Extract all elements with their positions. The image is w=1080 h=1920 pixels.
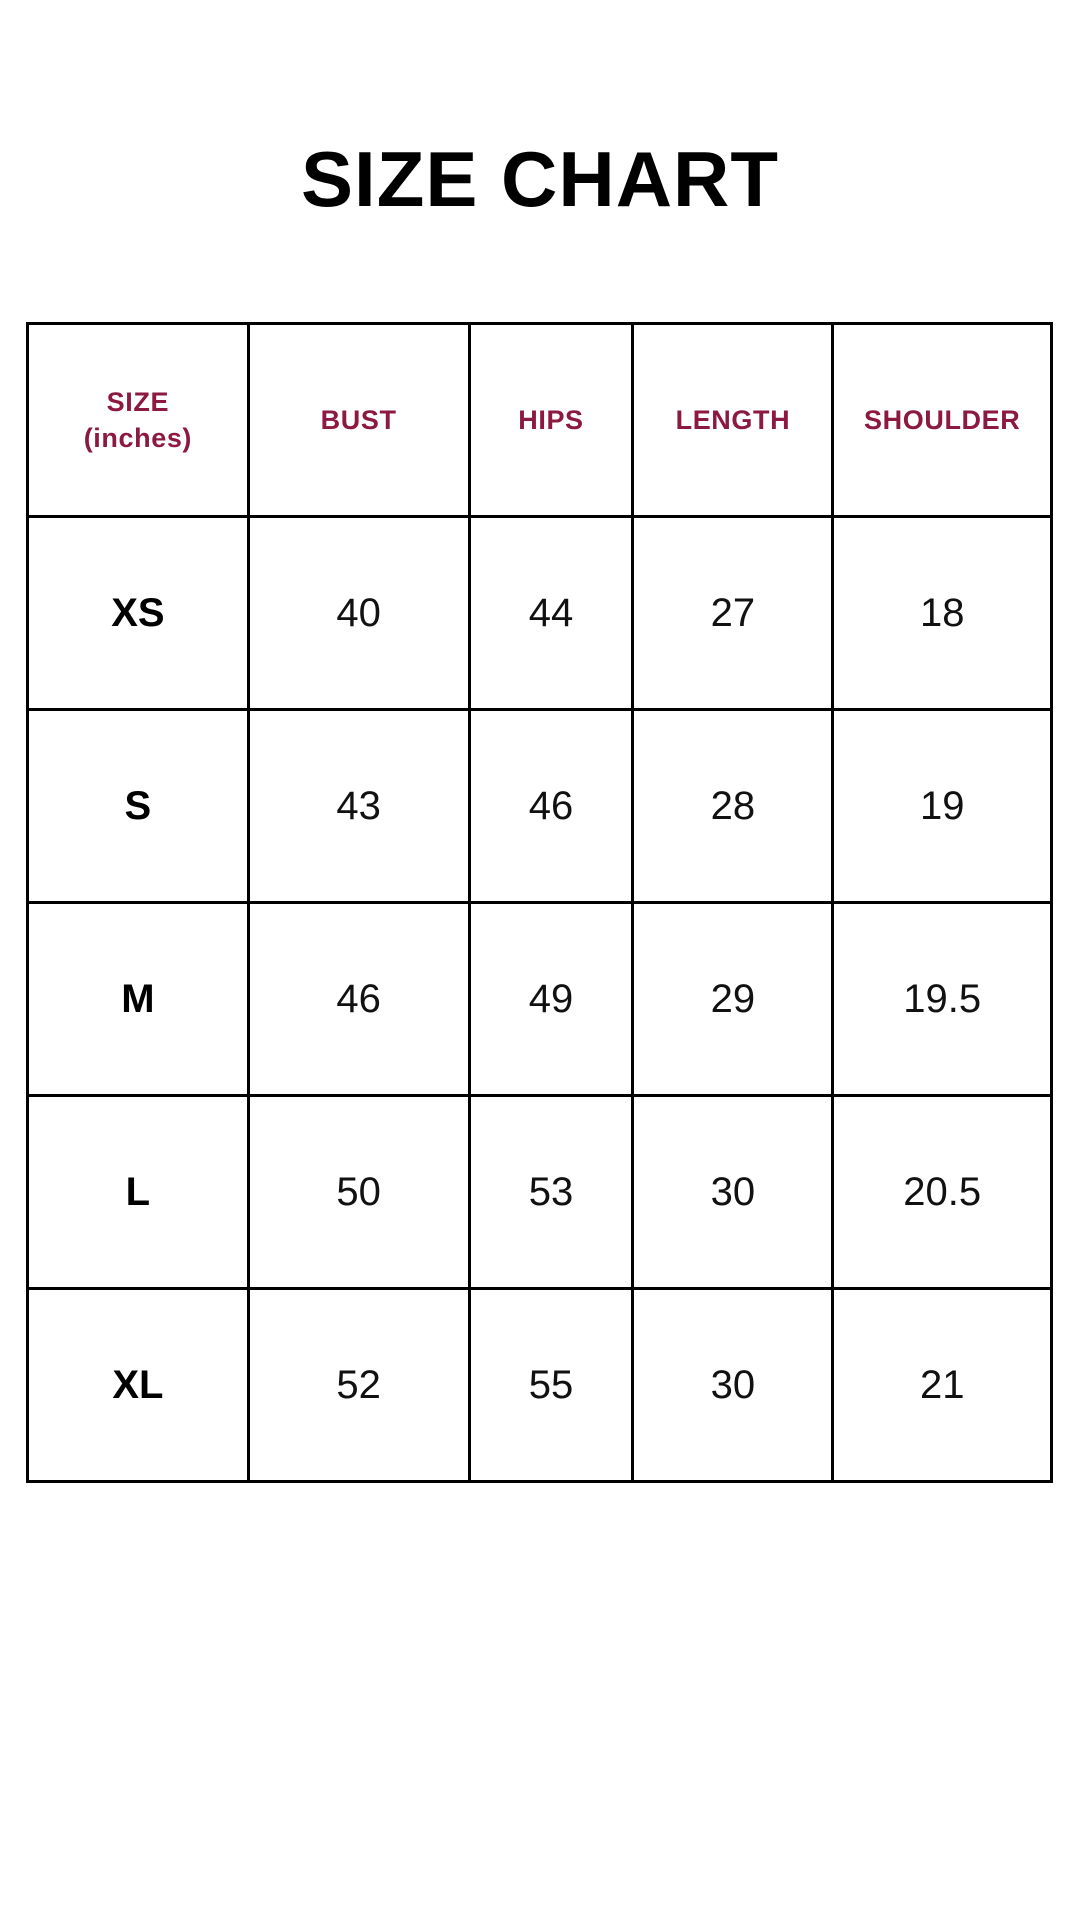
cell-size: L <box>28 1096 249 1289</box>
cell-size: XS <box>28 517 249 710</box>
size-chart-table <box>26 322 1053 1483</box>
column-header-size-line1: SIZE <box>106 386 170 417</box>
cell-bust: 40 <box>248 517 469 710</box>
cell-length: 28 <box>633 710 833 903</box>
cell-bust: 46 <box>248 903 469 1096</box>
column-header-size-line2: (inches) <box>83 423 193 453</box>
cell-hips: 53 <box>469 1096 633 1289</box>
size-chart-table-wrapper <box>26 322 1053 1483</box>
page-title: SIZE CHART <box>301 135 779 223</box>
cell-length: 29 <box>633 903 833 1096</box>
cell-size: XL <box>28 1289 249 1482</box>
column-header-size <box>28 324 249 517</box>
cell-length: 30 <box>633 1096 833 1289</box>
cell-shoulder: 19 <box>833 710 1052 903</box>
table-row <box>28 1289 1052 1482</box>
column-header-hips: HIPS <box>469 324 633 517</box>
cell-hips: 55 <box>469 1289 633 1482</box>
cell-size: M <box>28 903 249 1096</box>
column-header-shoulder: SHOULDER <box>833 324 1052 517</box>
table-row <box>28 1096 1052 1289</box>
cell-shoulder: 21 <box>833 1289 1052 1482</box>
cell-bust: 43 <box>248 710 469 903</box>
column-header-length: LENGTH <box>633 324 833 517</box>
cell-hips: 44 <box>469 517 633 710</box>
cell-length: 27 <box>633 517 833 710</box>
cell-bust: 52 <box>248 1289 469 1482</box>
table-row <box>28 517 1052 710</box>
table-header <box>28 324 1052 517</box>
table-header-row <box>28 324 1052 517</box>
cell-length: 30 <box>633 1289 833 1482</box>
column-header-bust: BUST <box>248 324 469 517</box>
cell-hips: 46 <box>469 710 633 903</box>
table-row <box>28 903 1052 1096</box>
cell-hips: 49 <box>469 903 633 1096</box>
cell-shoulder: 20.5 <box>833 1096 1052 1289</box>
cell-bust: 50 <box>248 1096 469 1289</box>
table-row <box>28 710 1052 903</box>
cell-shoulder: 19.5 <box>833 903 1052 1096</box>
table-body <box>28 517 1052 1482</box>
cell-size: S <box>28 710 249 903</box>
cell-shoulder: 18 <box>833 517 1052 710</box>
